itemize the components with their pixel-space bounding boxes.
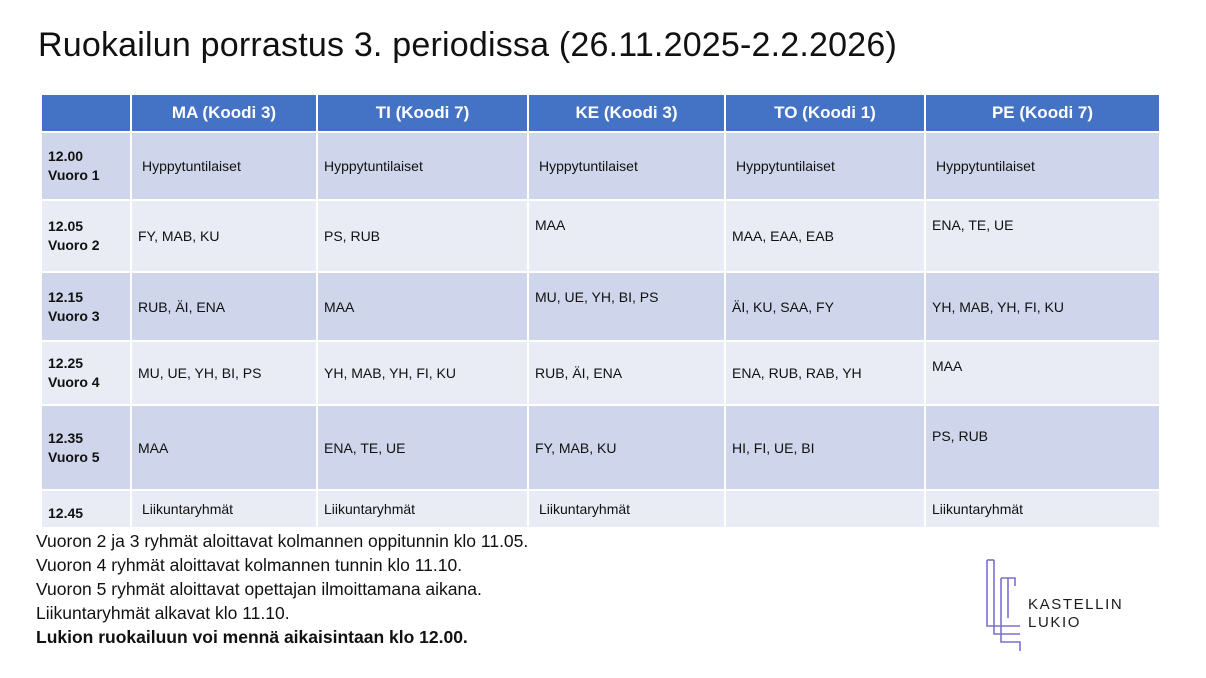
table-cell: MU, UE, YH, BI, PS bbox=[131, 341, 317, 405]
note-line: Vuoron 5 ryhmät aloittavat opettajan ilmoittamana aikana. bbox=[36, 579, 482, 599]
row-shift: Vuoro 2 bbox=[48, 237, 100, 253]
row-shift: Vuoro 4 bbox=[48, 374, 100, 390]
row-shift: Vuoro 5 bbox=[48, 448, 100, 465]
header-cell-ti: TI (Koodi 7) bbox=[317, 94, 528, 132]
note-line: Vuoron 4 ryhmät aloittavat kolmannen tunnin klo 11.10. bbox=[36, 555, 463, 575]
note-line-bold: Lukion ruokailuun voi mennä aikaisintaan klo 12.00. bbox=[36, 627, 468, 647]
table-cell: MAA bbox=[131, 405, 317, 490]
row-header bbox=[41, 341, 131, 405]
table-cell: PS, RUB bbox=[317, 200, 528, 272]
table-cell: HI, FI, UE, BI bbox=[725, 405, 925, 490]
table-cell: YH, MAB, YH, FI, KU bbox=[317, 341, 528, 405]
row-header bbox=[41, 132, 131, 200]
row-time: 12.15 bbox=[48, 288, 84, 305]
table-row bbox=[41, 490, 1160, 528]
table-cell: MAA bbox=[317, 272, 528, 341]
table-cell: FY, MAB, KU bbox=[528, 405, 725, 490]
table-cell: MAA bbox=[528, 200, 725, 272]
table-cell: MU, UE, YH, BI, PS bbox=[528, 272, 725, 341]
table-row bbox=[41, 272, 1160, 341]
header-cell-ke: KE (Koodi 3) bbox=[528, 94, 725, 132]
row-time: 12.00 bbox=[48, 148, 84, 164]
row-shift: Vuoro 3 bbox=[48, 307, 100, 324]
header-cell-to: TO (Koodi 1) bbox=[725, 94, 925, 132]
note-line: Vuoron 2 ja 3 ryhmät aloittavat kolmannen oppitunnin klo 11.05. bbox=[36, 531, 529, 551]
note-line: Liikuntaryhmät alkavat klo 11.10. bbox=[36, 603, 290, 623]
table-cell: PS, RUB bbox=[925, 405, 1160, 490]
header-cell-pe: PE (Koodi 7) bbox=[925, 94, 1160, 132]
table-cell: YH, MAB, YH, FI, KU bbox=[925, 272, 1160, 341]
logo-line-2: LUKIO bbox=[1028, 614, 1082, 631]
table-cell: Hyppytuntilaiset bbox=[528, 132, 725, 200]
table-cell: Hyppytuntilaiset bbox=[925, 132, 1160, 200]
row-time: 12.35 bbox=[48, 429, 84, 446]
table-cell: RUB, ÄI, ENA bbox=[528, 341, 725, 405]
table-cell: Liikuntaryhmät bbox=[528, 490, 725, 528]
row-time: 12.45 bbox=[48, 504, 84, 521]
table-row bbox=[41, 341, 1160, 405]
logo-text bbox=[1028, 596, 1123, 632]
table-cell: Liikuntaryhmät bbox=[317, 490, 528, 528]
row-header bbox=[41, 272, 131, 341]
table-cell: Hyppytuntilaiset bbox=[317, 132, 528, 200]
table-cell: MAA, EAA, EAB bbox=[725, 200, 925, 272]
table-cell: FY, MAB, KU bbox=[131, 200, 317, 272]
lunch-schedule-table bbox=[40, 93, 1161, 529]
table-cell: ENA, RUB, RAB, YH bbox=[725, 341, 925, 405]
table-row bbox=[41, 405, 1160, 490]
table-row bbox=[41, 132, 1160, 200]
table-cell: RUB, ÄI, ENA bbox=[131, 272, 317, 341]
table-header-row bbox=[41, 94, 1160, 132]
row-header bbox=[41, 405, 131, 490]
row-time: 12.25 bbox=[48, 355, 84, 371]
table-cell bbox=[725, 490, 925, 528]
page-title: Ruokailun porrastus 3. periodissa (26.11.2025-2.2.2026) bbox=[38, 26, 898, 64]
logo-line-1: KASTELLIN bbox=[1028, 596, 1124, 613]
table-cell: Hyppytuntilaiset bbox=[131, 132, 317, 200]
table-cell: Liikuntaryhmät bbox=[925, 490, 1160, 528]
table-cell: ENA, TE, UE bbox=[317, 405, 528, 490]
table-cell: ÄI, KU, SAA, FY bbox=[725, 272, 925, 341]
row-header bbox=[41, 490, 131, 528]
row-time: 12.05 bbox=[48, 218, 84, 234]
table-cell: Liikuntaryhmät bbox=[131, 490, 317, 528]
row-shift: Vuoro 1 bbox=[48, 167, 100, 183]
header-cell-ma: MA (Koodi 3) bbox=[131, 94, 317, 132]
row-header bbox=[41, 200, 131, 272]
header-cell-empty bbox=[41, 94, 131, 132]
table-cell: MAA bbox=[925, 341, 1160, 405]
notes bbox=[36, 529, 528, 649]
table-cell: ENA, TE, UE bbox=[925, 200, 1160, 272]
table-row bbox=[41, 200, 1160, 272]
table-cell: Hyppytuntilaiset bbox=[725, 132, 925, 200]
